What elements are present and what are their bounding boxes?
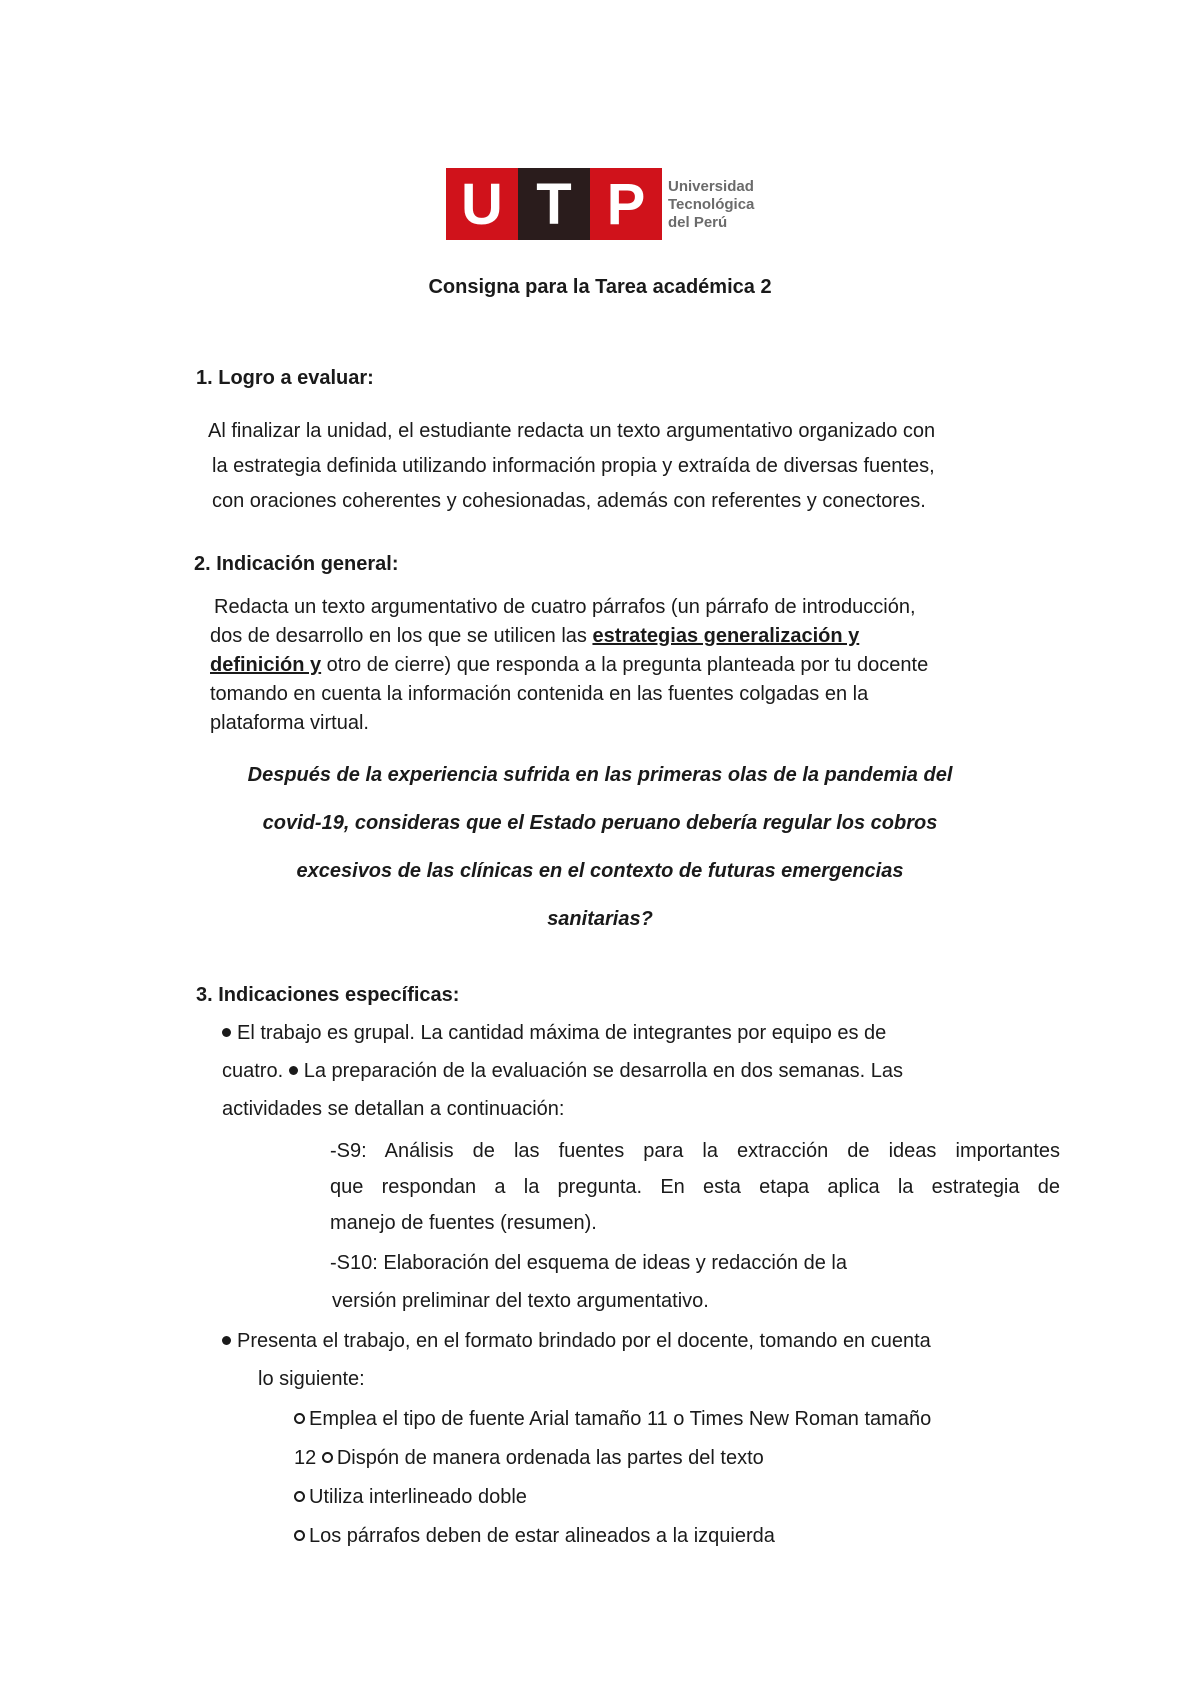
- logo-text-line-2: Tecnológica: [668, 196, 755, 213]
- strategies-emphasis: estrategias generalización y: [592, 625, 860, 647]
- s10-line-1: -S10: Elaboración del esquema de ideas y redacción de la: [330, 1252, 847, 1274]
- sub-item-3: [294, 1486, 527, 1509]
- bullet-2-line-1-text: Presenta el trabajo, en el formato brindado por el docente, tomando en cuenta: [237, 1330, 931, 1352]
- section-1-line-3: con oraciones coherentes y cohesionadas, además con referentes y conectores.: [212, 490, 926, 512]
- logo-text: [668, 178, 764, 232]
- bullet-icon: [222, 1028, 231, 1037]
- question-line-1: Después de la experiencia sufrida en las primeras olas de la pandemia del: [247, 764, 953, 786]
- section-1-line-1: Al finalizar la unidad, el estudiante redacta un texto argumentativo organizado con: [208, 420, 936, 442]
- logo-text-line-1: Universidad: [668, 178, 754, 195]
- logo-letter-t: T: [536, 171, 572, 237]
- section-3-heading: 3. Indicaciones específicas:: [196, 984, 460, 1006]
- question-line-2: covid-19, consideras que el Estado peruano debería regular los cobros: [262, 812, 938, 834]
- logo-letter-u: U: [461, 171, 503, 237]
- bullet-2-line-1: [222, 1330, 931, 1353]
- logo-letter-p: P: [606, 171, 646, 237]
- definition-emphasis: definición y: [210, 654, 322, 676]
- sub-bullet-icon: [294, 1530, 305, 1541]
- section-2-line-3: [210, 654, 928, 677]
- bullet-1-line-1-text: El trabajo es grupal. La cantidad máxima de integrantes por equipo es de: [237, 1022, 887, 1044]
- s9-line-2: que respondan a la pregunta. En esta etapa aplica la estrategia de: [330, 1176, 1060, 1198]
- bullet-1-line-1: [222, 1022, 886, 1045]
- sub-item-2: [294, 1447, 764, 1470]
- question-line-4: sanitarias?: [547, 908, 653, 930]
- section-2-line-5: plataforma virtual.: [210, 712, 369, 734]
- bullet-2-line-2: lo siguiente:: [258, 1368, 365, 1390]
- question-line-3: excesivos de las clínicas en el contexto de futuras emergencias: [296, 860, 904, 882]
- section-2-line-1: Redacta un texto argumentativo de cuatro párrafos (un párrafo de introducción,: [214, 596, 916, 618]
- bullet-icon: [289, 1066, 298, 1075]
- bullet-1-line-2-post: La preparación de la evaluación se desarrolla en dos semanas. Las: [303, 1060, 903, 1082]
- utp-logo: [446, 166, 764, 242]
- section-1-heading: 1. Logro a evaluar:: [196, 367, 374, 389]
- sub-bullet-icon: [294, 1491, 305, 1502]
- logo-text-line-3: del Perú: [668, 214, 728, 231]
- section-2-heading: 2. Indicación general:: [194, 553, 399, 575]
- section-2-line-2-text: dos de desarrollo en los que se utilicen las: [210, 625, 593, 647]
- sub-item-3-text: Utiliza interlineado doble: [309, 1486, 527, 1508]
- sub-bullet-icon: [294, 1413, 305, 1424]
- bullet-1-line-3: actividades se detallan a continuación:: [222, 1098, 565, 1120]
- sub-item-1: [294, 1408, 931, 1431]
- logo-box-u: [446, 168, 518, 240]
- section-2-line-4: tomando en cuenta la información contenida en las fuentes colgadas en la: [210, 683, 869, 705]
- s9-line-3: manejo de fuentes (resumen).: [330, 1212, 597, 1234]
- section-1-line-2: la estrategia definida utilizando información propia y extraída de diversas fuentes,: [212, 455, 935, 477]
- sub-item-2-pre: 12: [294, 1447, 322, 1469]
- section-2-line-3-text: otro de cierre) que responda a la pregunta planteada por tu docente: [321, 654, 929, 676]
- logo-box-t: [518, 168, 590, 240]
- bullet-1-line-2: [222, 1060, 903, 1083]
- sub-item-1-text: Emplea el tipo de fuente Arial tamaño 11 o Times New Roman tamaño: [309, 1408, 932, 1430]
- page-title: Consigna para la Tarea académica 2: [428, 276, 772, 298]
- s10-line-2: versión preliminar del texto argumentativo.: [332, 1290, 709, 1312]
- sub-item-4-text: Los párrafos deben de estar alineados a la izquierda: [309, 1525, 775, 1547]
- logo-box-p: [590, 168, 662, 240]
- sub-item-2-text: Dispón de manera ordenada las partes del texto: [336, 1447, 764, 1469]
- sub-item-4: [294, 1525, 775, 1548]
- section-2-line-2: [210, 625, 859, 648]
- bullet-1-line-2-pre: cuatro.: [222, 1060, 289, 1082]
- s9-line-1: -S9: Análisis de las fuentes para la extracción de ideas importantes: [330, 1140, 1060, 1162]
- sub-bullet-icon: [322, 1452, 333, 1463]
- bullet-icon: [222, 1336, 231, 1345]
